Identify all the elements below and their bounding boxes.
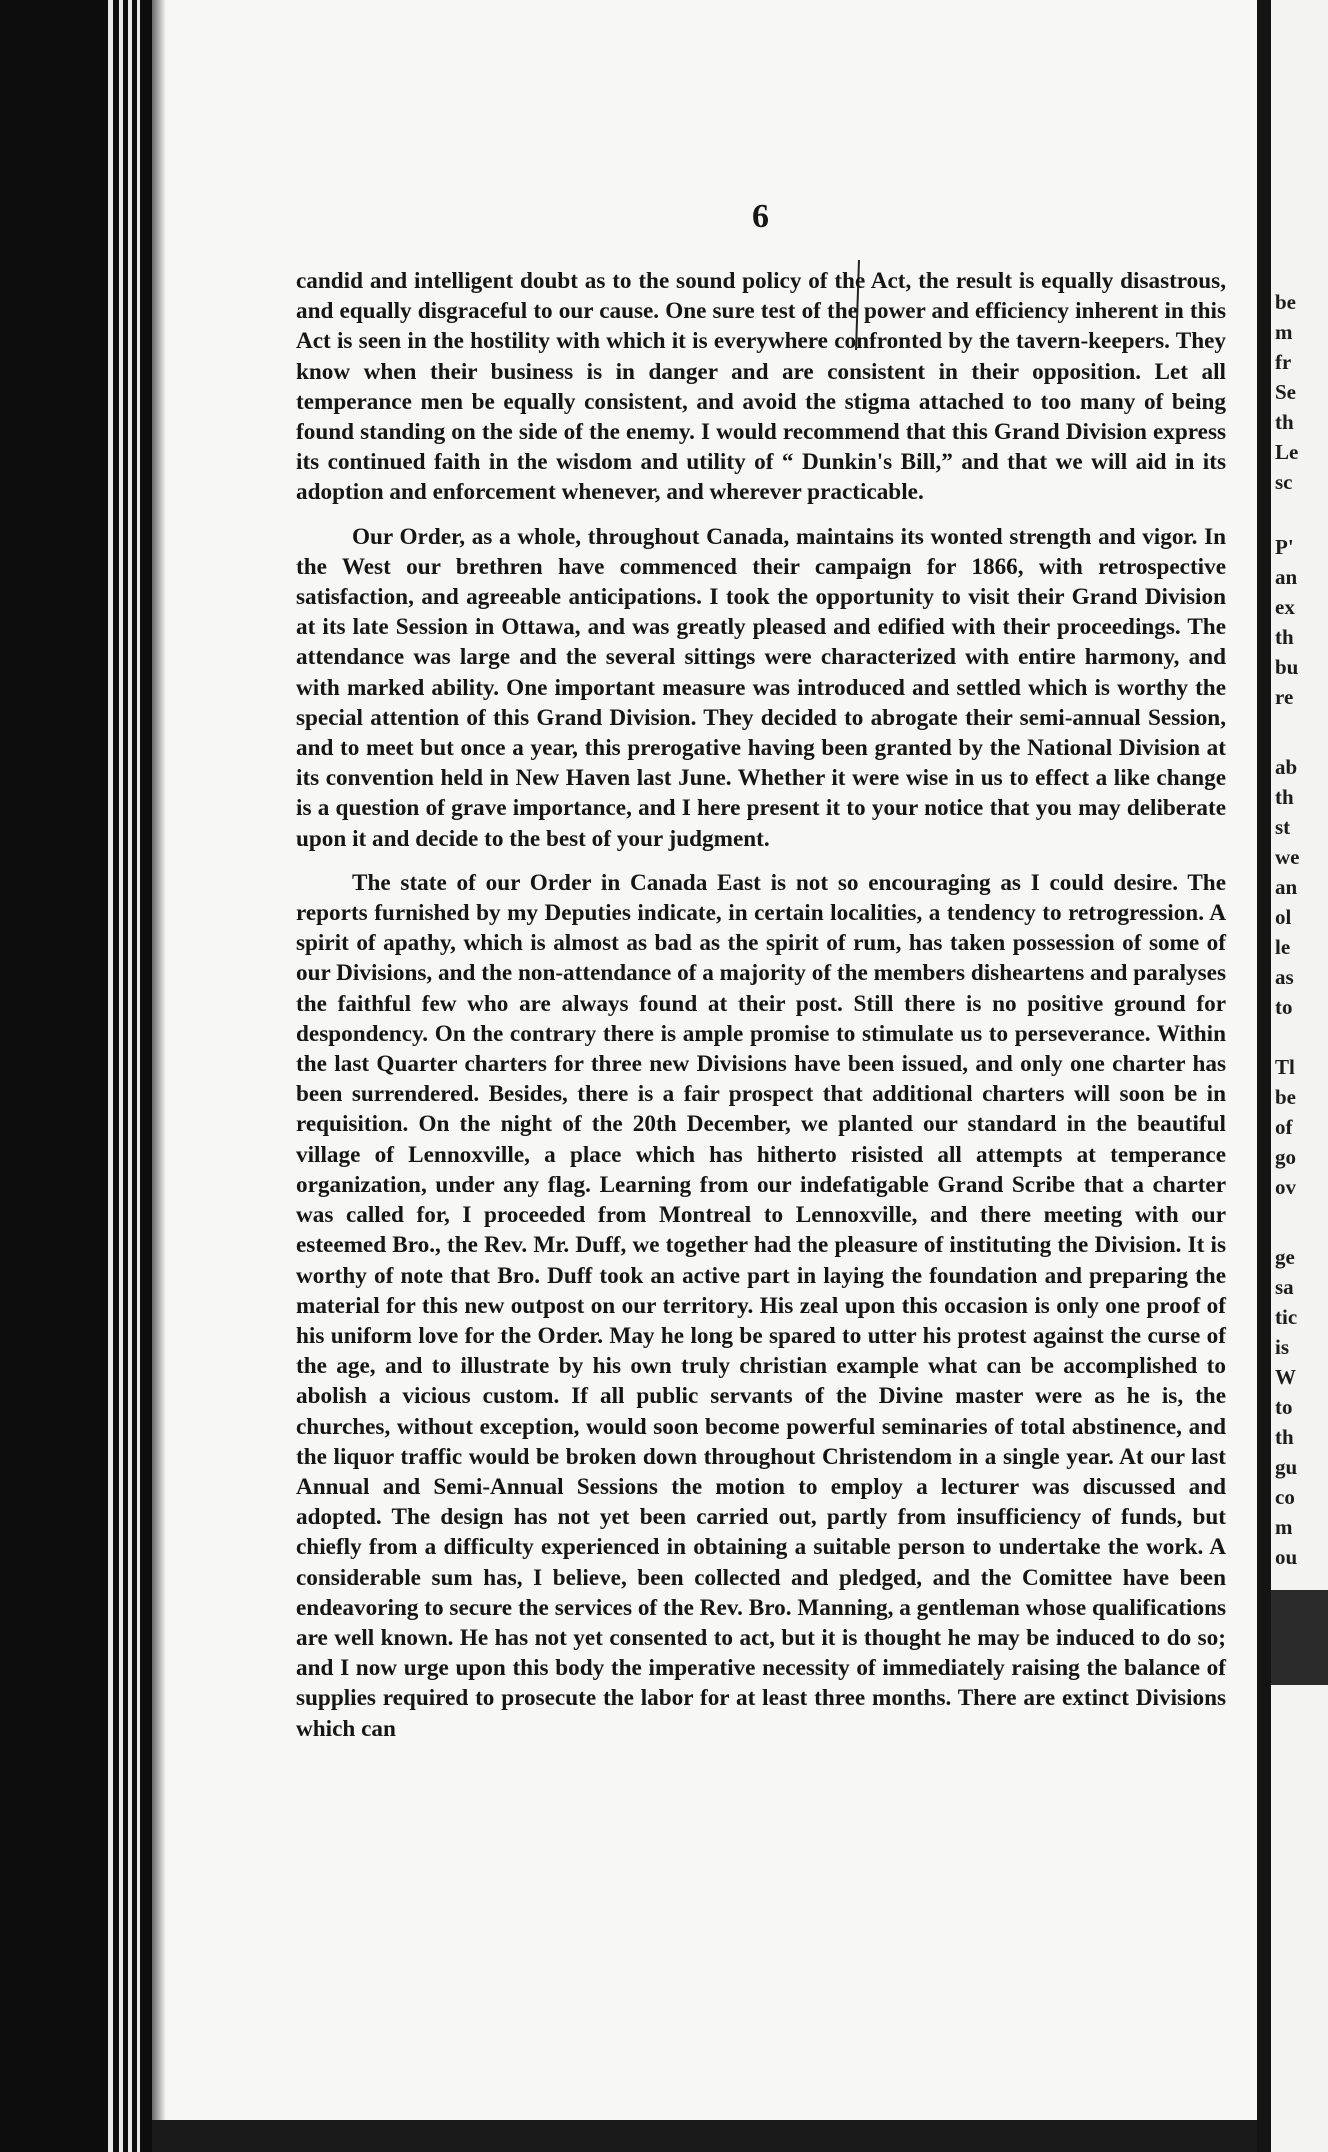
adjacent-page-text-fragment: gu bbox=[1275, 1455, 1298, 1479]
adjacent-page-text-fragment: ab bbox=[1275, 755, 1298, 779]
binding-stripe bbox=[108, 0, 113, 2152]
left-binding-border bbox=[0, 0, 152, 2152]
adjacent-page-text-fragment: tic bbox=[1275, 1305, 1298, 1329]
adjacent-page-text-fragment: ge bbox=[1275, 1245, 1295, 1269]
adjacent-page-text-fragment: th bbox=[1275, 625, 1294, 649]
adjacent-page-text-fragment: Le bbox=[1275, 440, 1299, 464]
adjacent-page-text-fragment: an bbox=[1275, 875, 1298, 899]
adjacent-page-text-fragment: be bbox=[1275, 290, 1296, 314]
body-text bbox=[296, 266, 1226, 1744]
adjacent-page-text-fragment: W bbox=[1275, 1365, 1296, 1389]
adjacent-page-text-fragment: Tl bbox=[1275, 1055, 1295, 1079]
adjacent-page-text-fragment: fr bbox=[1275, 350, 1292, 374]
page-number: 6 bbox=[752, 198, 769, 235]
adjacent-page-text-fragment: be bbox=[1275, 1085, 1296, 1109]
adjacent-page-text-fragment: th bbox=[1275, 410, 1294, 434]
adjacent-page-text-fragment: co bbox=[1275, 1485, 1295, 1509]
paragraph-2: Our Order, as a whole, throughout Canada, maintains its wonted strength and vigor. In the West our brethren have commenced their campaign for 1866, with retrospective satisfaction, and agreeable anticipations. I took the opportunity to visit their Grand Division at its late Session in Ottawa, and was greatly pleased and edified with their proceedings. The attendance was large and the several sittings were characterized with entire harmony, and with marked ability. One important measure was introduced and settled which is worthy the special attention of this Grand Division. They decided to abrogate their semi-annual Session, and to meet but once a year, this prerogative having been granted by the National Division at its convention held in New Haven last June. Whether it were wise in us to effect a like change is a question of grave importance, and I here present it to your notice that you may deliberate upon it and decide to the best of your judgment. bbox=[296, 523, 1226, 852]
adjacent-page-text-fragment: Se bbox=[1275, 380, 1296, 404]
adjacent-page-text-fragment: ex bbox=[1275, 595, 1295, 619]
adjacent-page-text-fragment: as bbox=[1275, 965, 1294, 989]
adjacent-page-text-fragment: bu bbox=[1275, 655, 1299, 679]
adjacent-page-smudge bbox=[1271, 1590, 1328, 1685]
adjacent-page-text-fragment: an bbox=[1275, 565, 1298, 589]
adjacent-page-text-fragment: th bbox=[1275, 1425, 1294, 1449]
binding-stripe bbox=[128, 0, 132, 2152]
adjacent-page-text-fragment: to bbox=[1275, 1395, 1293, 1419]
paragraph-3: The state of our Order in Canada East is not so encouraging as I could desire. The reports furnished by my Deputies indicate, in certain localities, a tendency to retrogression. A spirit of apathy, which is almost as bad as the spirit of rum, has taken possession of some of our Divisions, and the non-attendance of a majority of the members disheartens and paralyses the faithful few who are always found at their post. Still there is no positive ground for despondency. On the contrary there is ample promise to stimulate us to perseverance. Within the last Quarter charters for three new Divisions have been issued, and only one charter has been surrendered. Besides, there is a fair prospect that additional charters will soon be in requisition. On the night of the 20th December, we planted our standard in the beautiful village of Lennoxville, a place which has hitherto risisted all attempts at temperance organization, under any flag. Learning from our indefatigable Grand Scribe that a charter was called for, I proceeded from Montreal to Lennoxville, and there meeting with our esteemed Bro., the Rev. Mr. Duff, we together had the pleasure of instituting the Division. It is worthy of note that Bro. Duff took an active part in laying the foundation and preparing the material for this new outpost on our territory. His zeal upon this occasion is only one proof of his uniform love for the Order. May he long be spared to utter his protest against the curse of the age, and to illustrate by his own truly christian example what can be accomplished to abolish a vicious custom. If all public servants of the Divine master were as he is, the churches, without exception, would soon become powerful seminaries of total abstinence, and the liquor traffic would be broken down throughout Christendom in a single year. At our last Annual and Semi-Annual Sessions the motion to employ a lecturer was discussed and adopted. The design has not yet been carried out, partly from insufficiency of funds, but chiefly from a difficulty experienced in obtaining a suitable person to undertake the work. A considerable sum has, I believe, been collected and pledged, and the Comittee have been endeavoring to secure the services of the Rev. Bro. Manning, a gentleman whose qualifications are well known. He has not yet consented to act, but it is thought he may be induced to do so; and I now urge upon this body the imperative necessity of immediately raising the balance of supplies required to prosecute the labor for at least three months. There are extinct Divisions which can bbox=[296, 869, 1226, 1742]
adjacent-page-text-fragment: of bbox=[1275, 1115, 1293, 1139]
adjacent-page-text-fragment: go bbox=[1275, 1145, 1296, 1169]
page-gutter-shadow bbox=[1257, 0, 1271, 2152]
adjacent-page-text-fragment: sa bbox=[1275, 1275, 1294, 1299]
adjacent-page-text-fragment: to bbox=[1275, 995, 1293, 1019]
adjacent-page-text-fragment: we bbox=[1275, 845, 1300, 869]
adjacent-page-text-fragment: ol bbox=[1275, 905, 1292, 929]
paragraph-1: candid and intelligent doubt as to the sound policy of the Act, the result is equally disastrous, and equally disgraceful to our cause. One sure test of the power and efficiency inherent in this Act is seen in the hostility with which it is everywhere confronted by the tavern-keepers. They know when their business is in danger and are consistent in their opposition. Let all temperance men be equally consistent, and avoid the stigma attached to too many of being found standing on the side of the enemy. I would recommend that this Grand Division express its continued faith in the wisdom and utility of “ Dunkin's Bill,” and that we will aid in its adoption and enforcement whenever, and wherever practicable. bbox=[296, 268, 1226, 506]
page-edge-shadow bbox=[152, 0, 166, 2152]
binding-stripe bbox=[137, 0, 140, 2152]
adjacent-page-text-fragment: is bbox=[1275, 1335, 1290, 1359]
adjacent-page-text-fragment: st bbox=[1275, 815, 1291, 839]
adjacent-page-text-fragment: m bbox=[1275, 1515, 1293, 1539]
page-bottom-edge bbox=[152, 2120, 1262, 2152]
adjacent-page-text-fragment: le bbox=[1275, 935, 1291, 959]
adjacent-page-text-fragment: P' bbox=[1275, 535, 1294, 559]
adjacent-page-text-fragment: ou bbox=[1275, 1545, 1298, 1569]
adjacent-page-text-fragment: ov bbox=[1275, 1175, 1296, 1199]
adjacent-page-text-fragment: sc bbox=[1275, 470, 1293, 494]
adjacent-page-text-fragment: th bbox=[1275, 785, 1294, 809]
adjacent-page-text-fragment: re bbox=[1275, 685, 1294, 709]
adjacent-page-text-fragment: m bbox=[1275, 320, 1293, 344]
adjacent-page-fragment bbox=[1271, 0, 1328, 2152]
binding-stripe bbox=[119, 0, 123, 2152]
